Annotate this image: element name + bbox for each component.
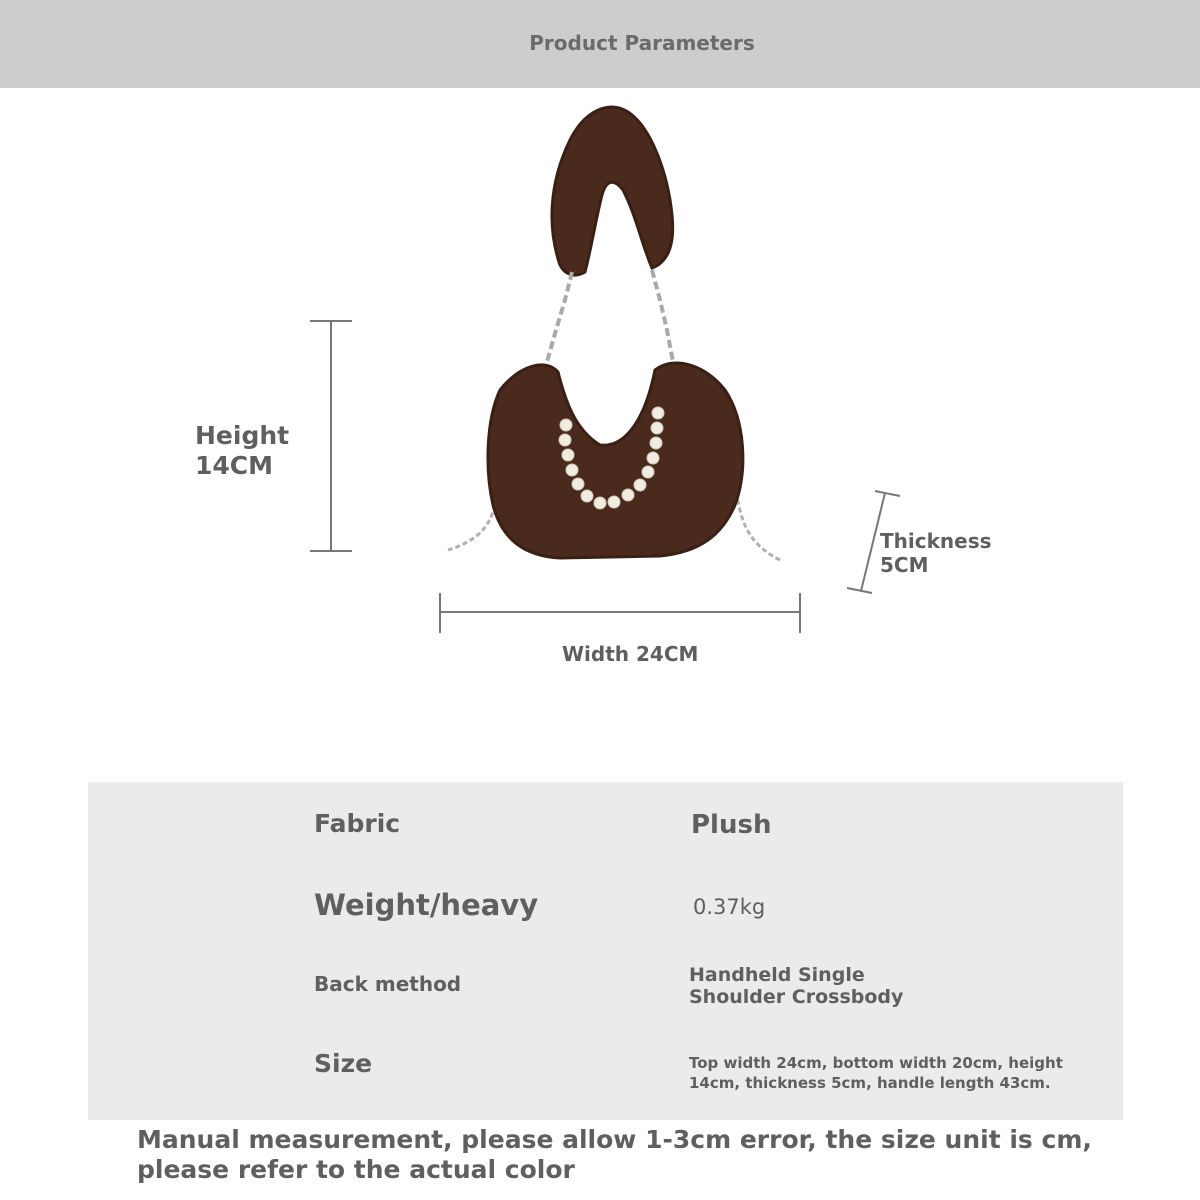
handbag-image: [448, 107, 780, 560]
note-line1: Manual measurement, please allow 1-3cm error, the size unit is cm,: [137, 1125, 1092, 1154]
measurement-note: [137, 1125, 1137, 1185]
width-label: Width 24CM: [562, 642, 699, 666]
plush-handle: [552, 107, 673, 275]
size-value: [689, 1053, 1063, 1094]
back-method-value-line1: Handheld Single: [689, 964, 865, 986]
back-method-value-line2: Shoulder Crossbody: [689, 985, 904, 1008]
fabric-label: Fabric: [314, 809, 401, 838]
note-line2: please refer to the actual color: [137, 1155, 575, 1184]
thickness-label-text: Thickness: [880, 529, 992, 553]
back-method-label: Back method: [314, 972, 462, 996]
params-table: [88, 782, 1123, 1120]
width-dimension-line: [440, 593, 800, 633]
thickness-label: [880, 529, 992, 577]
plush-body: [488, 363, 743, 558]
fabric-value: Plush: [691, 810, 772, 840]
weight-label: Weight/heavy: [314, 888, 539, 922]
size-label: Size: [314, 1049, 373, 1078]
back-method-value: [689, 965, 903, 1009]
size-value-line2: 14cm, thickness 5cm, handle length 43cm.: [689, 1074, 1051, 1093]
height-label: [195, 421, 289, 481]
handle-chain: [547, 270, 673, 362]
height-value: 14CM: [195, 451, 274, 480]
height-label-text: Height: [195, 421, 290, 450]
page-title: Product Parameters: [529, 31, 755, 55]
thickness-value: 5CM: [880, 553, 929, 577]
size-value-line1: Top width 24cm, bottom width 20cm, height: [689, 1054, 1063, 1072]
height-dimension-line: [310, 321, 352, 551]
weight-value: 0.37kg: [693, 895, 766, 919]
